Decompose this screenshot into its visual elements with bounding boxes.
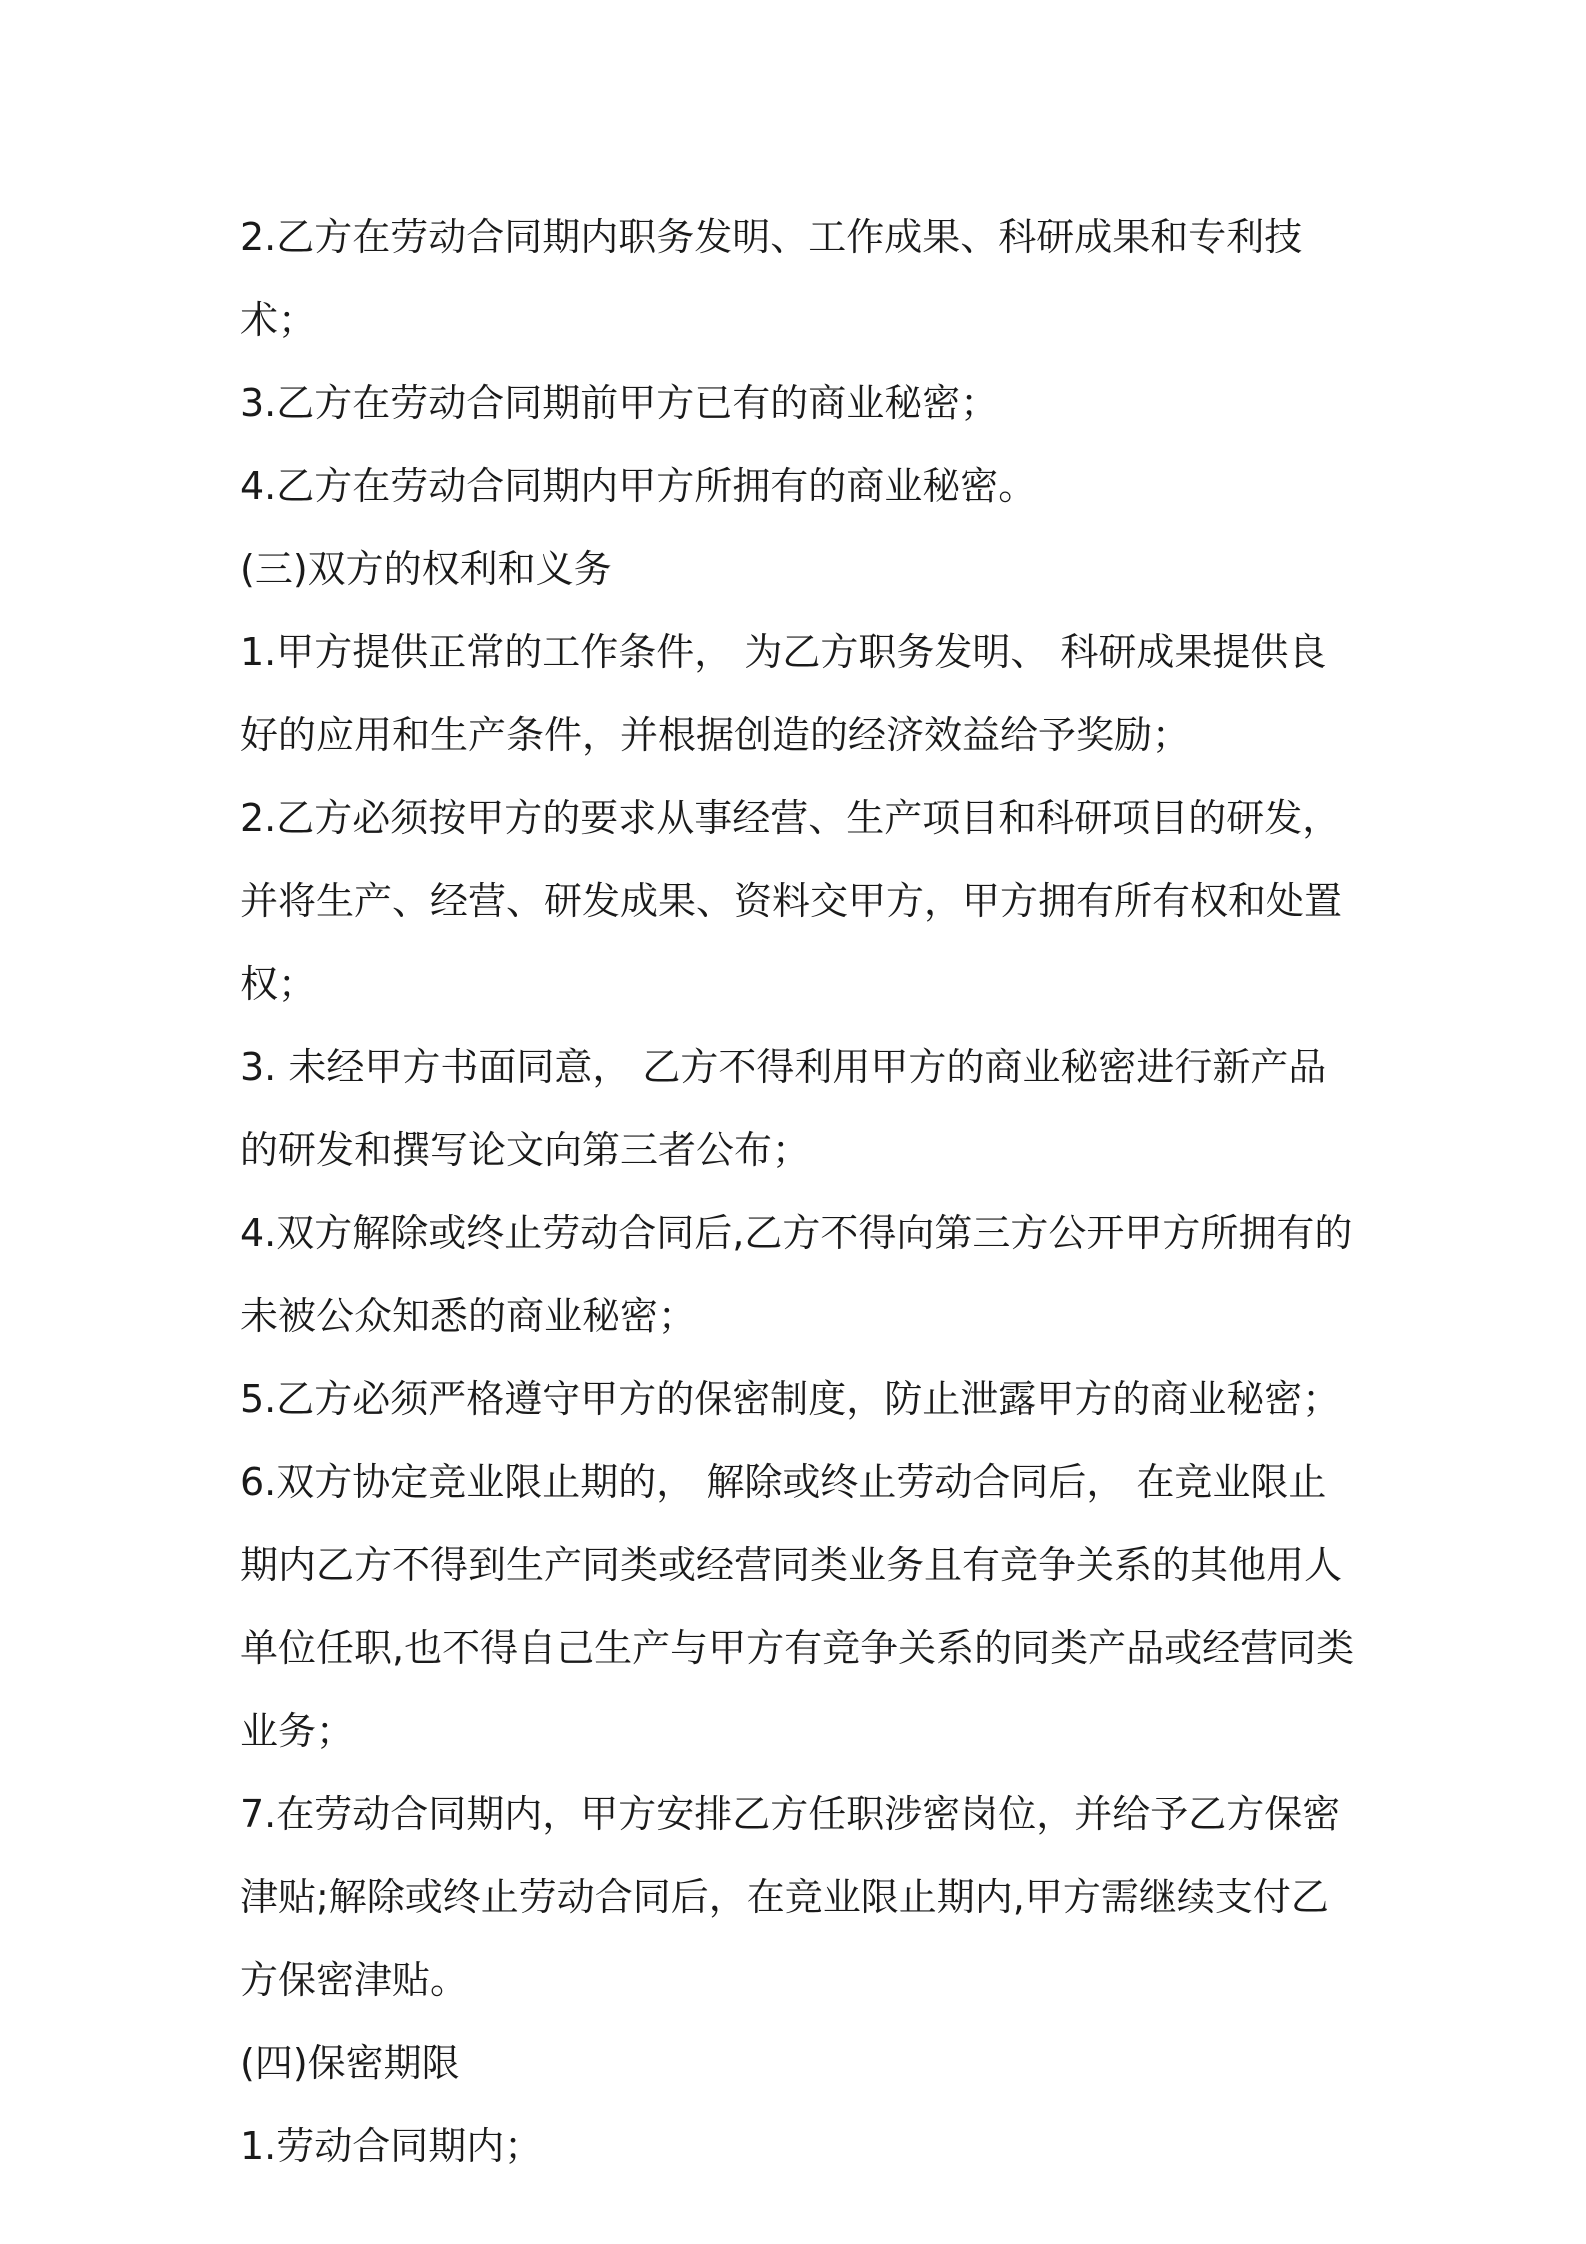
clause-2-inventions: 2.乙方在劳动合同期内职务发明、工作成果、科研成果和专利技术；	[240, 215, 1303, 342]
period-clause-1: 1.劳动合同期内；	[240, 2124, 543, 2168]
rights-clause-6: 6.双方协定竞业限止期的， 解除或终止劳动合同后， 在竞业限止期内乙方不得到生产同类或经营同类业务且有竞争关系的其他用人单位任职,也不得自己生产与甲方有竞争关系的同类产品或经营同类业务；	[240, 1460, 1355, 1753]
document-body	[240, 196, 1355, 2188]
clause-4-owned-secrets: 4.乙方在劳动合同期内甲方所拥有的商业秘密。	[240, 464, 1037, 508]
clause-3-prior-secrets: 3.乙方在劳动合同期前甲方已有的商业秘密；	[240, 381, 999, 425]
rights-clause-3: 3. 未经甲方书面同意， 乙方不得利用甲方的商业秘密进行新产品的研发和撰写论文向第三者公布；	[240, 1045, 1327, 1172]
rights-clause-7: 7.在劳动合同期内，甲方安排乙方任职涉密岗位，并给予乙方保密津贴;解除或终止劳动合同后，在竞业限止期内,甲方需继续支付乙方保密津贴。	[240, 1792, 1341, 2002]
section-heading-confidentiality-period: (四)保密期限	[240, 2041, 460, 2085]
section-heading-rights-obligations: (三)双方的权利和义务	[240, 547, 612, 591]
rights-clause-4: 4.双方解除或终止劳动合同后,乙方不得向第三方公开甲方所拥有的未被公众知悉的商业秘密；	[240, 1211, 1353, 1338]
rights-clause-5: 5.乙方必须严格遵守甲方的保密制度，防止泄露甲方的商业秘密；	[240, 1377, 1341, 1421]
rights-clause-2: 2.乙方必须按甲方的要求从事经营、生产项目和科研项目的研发，并将生产、经营、研发成果、资料交甲方，甲方拥有所有权和处置权；	[240, 796, 1343, 1006]
rights-clause-1: 1.甲方提供正常的工作条件， 为乙方职务发明、 科研成果提供良好的应用和生产条件，并根据创造的经济效益给予奖励；	[240, 630, 1327, 757]
